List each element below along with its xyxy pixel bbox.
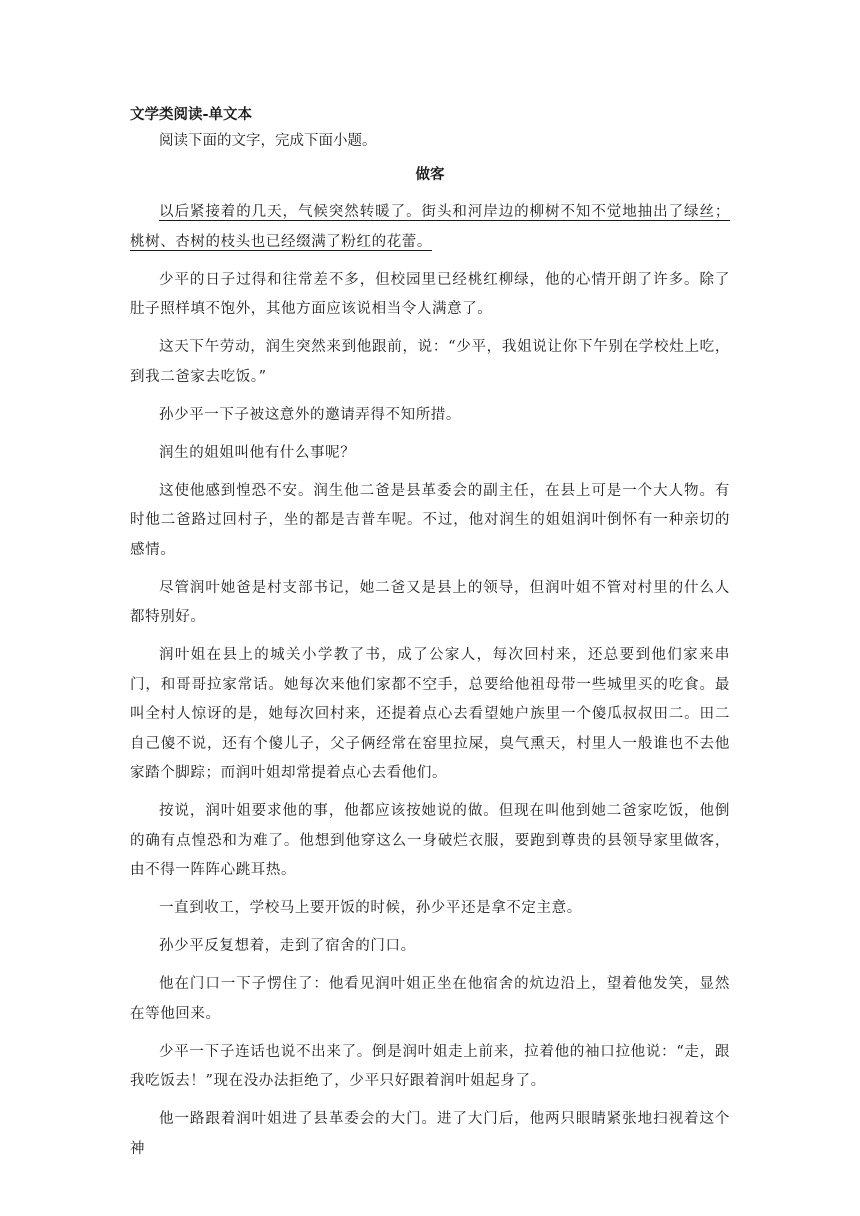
underlined-sentence: 以后紧接着的几天，气候突然转暖了。街头和河岸边的柳树不知不觉地抽出了绿丝；桃树、杏树的枝头也已经缀满了粉红的花蕾。 xyxy=(130,204,730,250)
passage-paragraph: 这使他感到惶恐不安。润生他二爸是县革委会的副主任，在县上可是一个大人物。有时他二爸路过回村子，坐的都是吉普车呢。不过，他对润生的姐姐润叶倒怀有一种亲切的感情。 xyxy=(130,482,730,558)
passage-paragraph: 润叶姐在县上的城关小学教了书，成了公家人，每次回村来，还总要到他们家来串门，和哥哥拉家常话。她每次来他们家都不空手，总要给他祖母带一些城里买的吃食。最叫全村人惊讶的是，她每次回村来，还提着点心去看望她户族里一个傻瓜叔叔田二。田二自己傻不说，还有个傻儿子，父子俩经常在窑里拉屎，臭气熏天，村里人一般谁也不去他家踏个脚踪；而润叶姐却常提着点心去看他们。 xyxy=(130,647,730,781)
passage-paragraph: 他在门口一下子愣住了：他看见润叶姐正坐在他宿舍的炕边沿上，望着他发笑，显然在等他回来。 xyxy=(130,976,730,1022)
section-title: 文学类阅读-单文本 xyxy=(130,107,253,123)
passage-paragraph: 尽管润叶她爸是村支部书记，她二爸又是县上的领导，但润叶姐不管对村里的什么人都特别好。 xyxy=(130,579,730,625)
passage-paragraph: 孙少平反复想着，走到了宿舍的门口。 xyxy=(159,938,416,954)
passage-paragraph: 这天下午劳动，润生突然来到他跟前，说：“少平，我姐说让你下午别在学校灶上吃，到我二爸家去吃饭。” xyxy=(130,339,730,385)
instruction-text: 阅读下面的文字，完成下面小题。 xyxy=(159,133,377,149)
passage-paragraph xyxy=(130,198,730,257)
passage-paragraph: 少平一下子连话也说不出来了。倒是润叶姐走上前来，拉着他的袖口拉他说：“走，跟我吃饭去！”现在没办法拒绝了，少平只好跟着润叶姐起身了。 xyxy=(130,1043,730,1089)
document-page xyxy=(130,104,730,1164)
passage-paragraph: 他一路跟着润叶姐进了县革委会的大门。进了大门后，他两只眼睛紧张地扫视着这个神 xyxy=(130,1111,730,1157)
passage-paragraph: 按说，润叶姐要求他的事，他都应该按她说的做。但现在叫他到她二爸家吃饭，他倒的确有点惶恐和为难了。他想到他穿这么一身破烂衣服，要跑到尊贵的县领导家里做客，由不得一阵阵心跳耳热。 xyxy=(130,803,730,878)
passage-paragraph: 润生的姐姐叫他有什么事呢？ xyxy=(159,444,356,461)
passage-paragraph: 一直到收工，学校马上要开饭的时候，孙少平还是拿不定主意。 xyxy=(159,900,582,916)
passage-title: 做客 xyxy=(415,167,445,183)
passage-paragraph: 孙少平一下子被这意外的邀请弄得不知所措。 xyxy=(159,406,461,423)
passage-paragraph: 少平的日子过得和往常差不多，但校园里已经桃红柳绿，他的心情开朗了许多。除了肚子照样填不饱外，其他方面应该说相当令人满意了。 xyxy=(130,271,730,317)
